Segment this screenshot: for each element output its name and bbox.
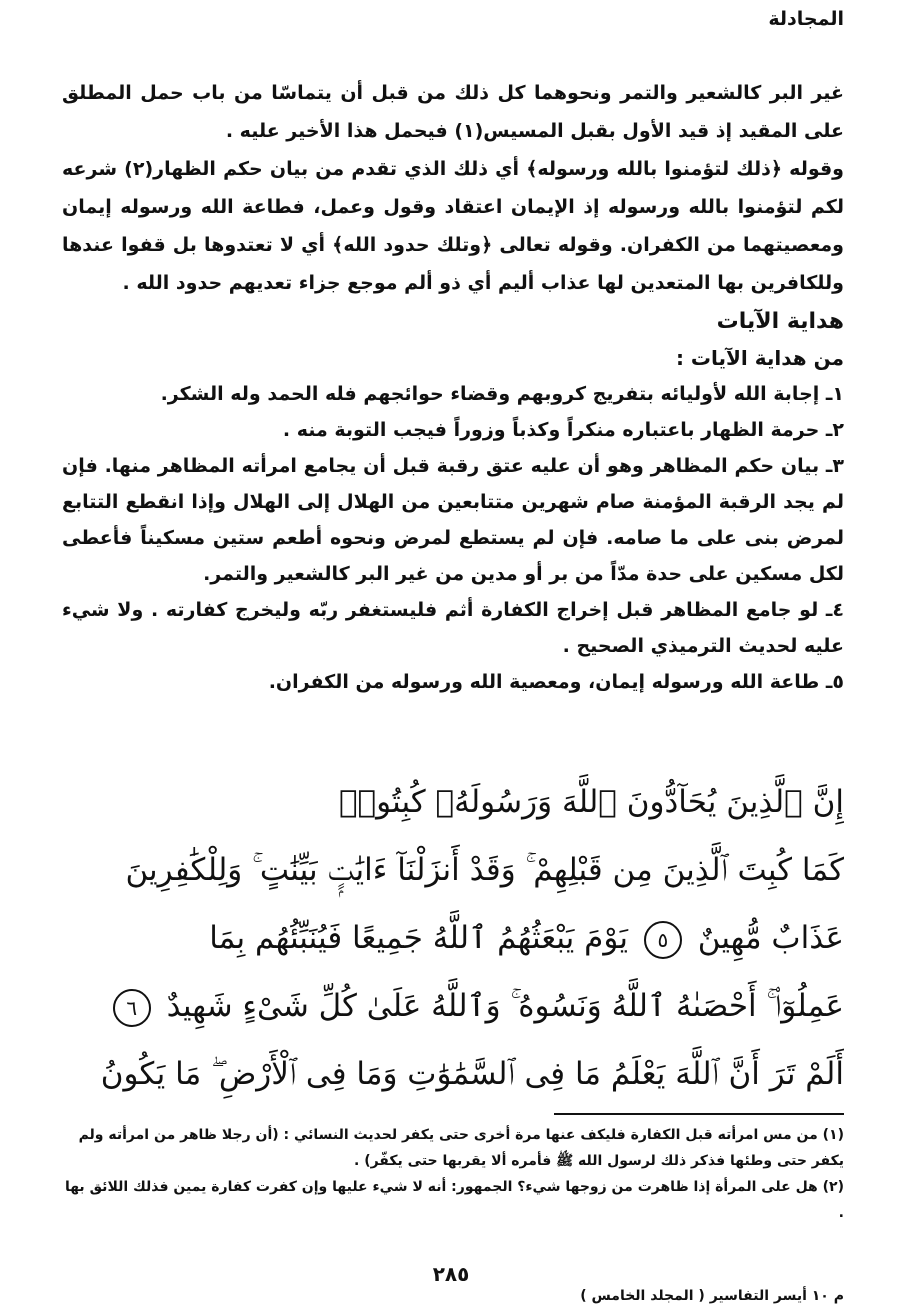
quran-verses [62, 768, 844, 1108]
ayah-number-marker: ٦ [113, 989, 151, 1027]
footnote-divider [554, 1113, 844, 1115]
lesson-item: ١ـ إجابة الله لأوليائه بتفريج كروبهم وقضاء حوائجهم فله الحمد وله الشكر. [160, 383, 844, 405]
paragraph-2: وقوله ﴿ذلك لتؤمنوا بالله ورسوله﴾ أي ذلك الذي تقدم من بيان حكم الظهار(٢) شرعه لكم لتؤمنوا بالله ورسوله إذ الإيمان اعتقاد وقول وعمل، فطاعة الله ورسوله إيمان ومعصيتهما من الكفران. وقوله تعالى ﴿وتلك حدود الله﴾ أي لا تعتدوها بل قفوا عندها وللكافرين بها المتعدين لها عذاب أليم أي ذو ألم موجع جزاء تعديهم حدود الله . [62, 158, 844, 294]
paragraph-1: غير البر كالشعير والتمر ونحوهما كل ذلك من قبل أن يتماسّا من باب حمل المطلق على المقيد إذ قيد الأول بقبل المسيس(١) فيحمل هذا الأخير عليه . [62, 82, 844, 142]
quran-line [62, 904, 844, 972]
lesson-item: ٥ـ طاعة الله ورسوله إيمان، ومعصية الله ورسوله من الكفران. [268, 671, 844, 693]
surah-header: المجادلة [768, 8, 844, 30]
ayah-number-marker: ٥ [644, 921, 682, 959]
quran-segment: عَذَابٌ مُّهِينٌ [697, 920, 844, 956]
lesson-item: ٤ـ لو جامع المظاهر قبل إخراج الكفارة أثم فليستغفر ربّه وليخرج كفارته . ولا شيء عليه لحديث الترميذي الصحيح . [62, 599, 844, 657]
footnote-1: (١) من مس امرأته قبل الكفارة فليكف عنها مرة أخرى حتى يكفر لحديث النسائي : (أن رجلا ظاهر من امرأته ولم يكفر حتى وطئها فذكر ذلك لرسول الله ﷺ فأمره ألا يقربها حتى يكفّر) . [78, 1127, 844, 1169]
quran-line: أَلَمْ تَرَ أَنَّ ٱللَّهَ يَعْلَمُ مَا فِى ٱلسَّمَٰوَٰتِ وَمَا فِى ٱلْأَرْضِ ۖ مَا يَكُونُ [100, 1056, 844, 1092]
lesson-item: ٣ـ بيان حكم المظاهر وهو أن عليه عتق رقبة قبل أن يجامع امرأته المظاهر منها. فإن لم يجد الرقبة المؤمنة صام شهرين متتابعين من الهلال إلى الهلال وإذا انقطع التتابع لمرض بنى على ما صامه. فإن لم يستطع لمرض ونحوه أطعم ستين مسكيناً فأعطى لكل مسكين على حدة مدّاً من بر أو مدين من غير البر كالشعير والتمر. [62, 455, 844, 585]
book-volume-label: م ١٠ أيسر التفاسير ( المجلد الخامس ) [580, 1288, 844, 1304]
quran-line: كَمَا كُبِتَ ٱلَّذِينَ مِن قَبْلِهِمْ ۚ وَقَدْ أَنزَلْنَآ ءَايَٰتٍۭ بَيِّنَٰتٍ ۚ وَلِلْكَٰفِرِينَ [125, 852, 844, 888]
footnote-2: (٢) هل على المرأة إذا ظاهرت من زوجها شيء؟ الجمهور: أنه لا شيء عليها وإن كفرت كفارة يمين فذلك اللائق بها . [64, 1179, 844, 1221]
page-number: ٢٨٥ [432, 1262, 470, 1286]
section-subheading: من هداية الآيات : [675, 346, 844, 370]
quran-segment: عَمِلُوٓا۟ ۚ أَحْصَىٰهُ ٱللَّهُ وَنَسُوهُ ۚ وَٱللَّهُ عَلَىٰ كُلِّ شَىْءٍ شَهِيدٌ [166, 988, 844, 1024]
lesson-item: ٢ـ حرمة الظهار باعتباره منكراً وكذباً وزوراً فيجب التوبة منه . [282, 419, 844, 441]
footnotes [62, 1122, 844, 1226]
section-heading: هداية الآيات [716, 309, 844, 334]
quran-segment: يَوْمَ يَبْعَثُهُمُ ٱللَّهُ جَمِيعًا فَيُنَبِّئُهُم بِمَا [209, 920, 628, 956]
quran-line [62, 972, 844, 1040]
tafsir-body [62, 74, 844, 700]
quran-line: إِنَّ ٱلَّذِينَ يُحَآدُّونَ ٱللَّهَ وَرَسُولَهُۥ كُبِتُوا۟ [338, 784, 844, 820]
